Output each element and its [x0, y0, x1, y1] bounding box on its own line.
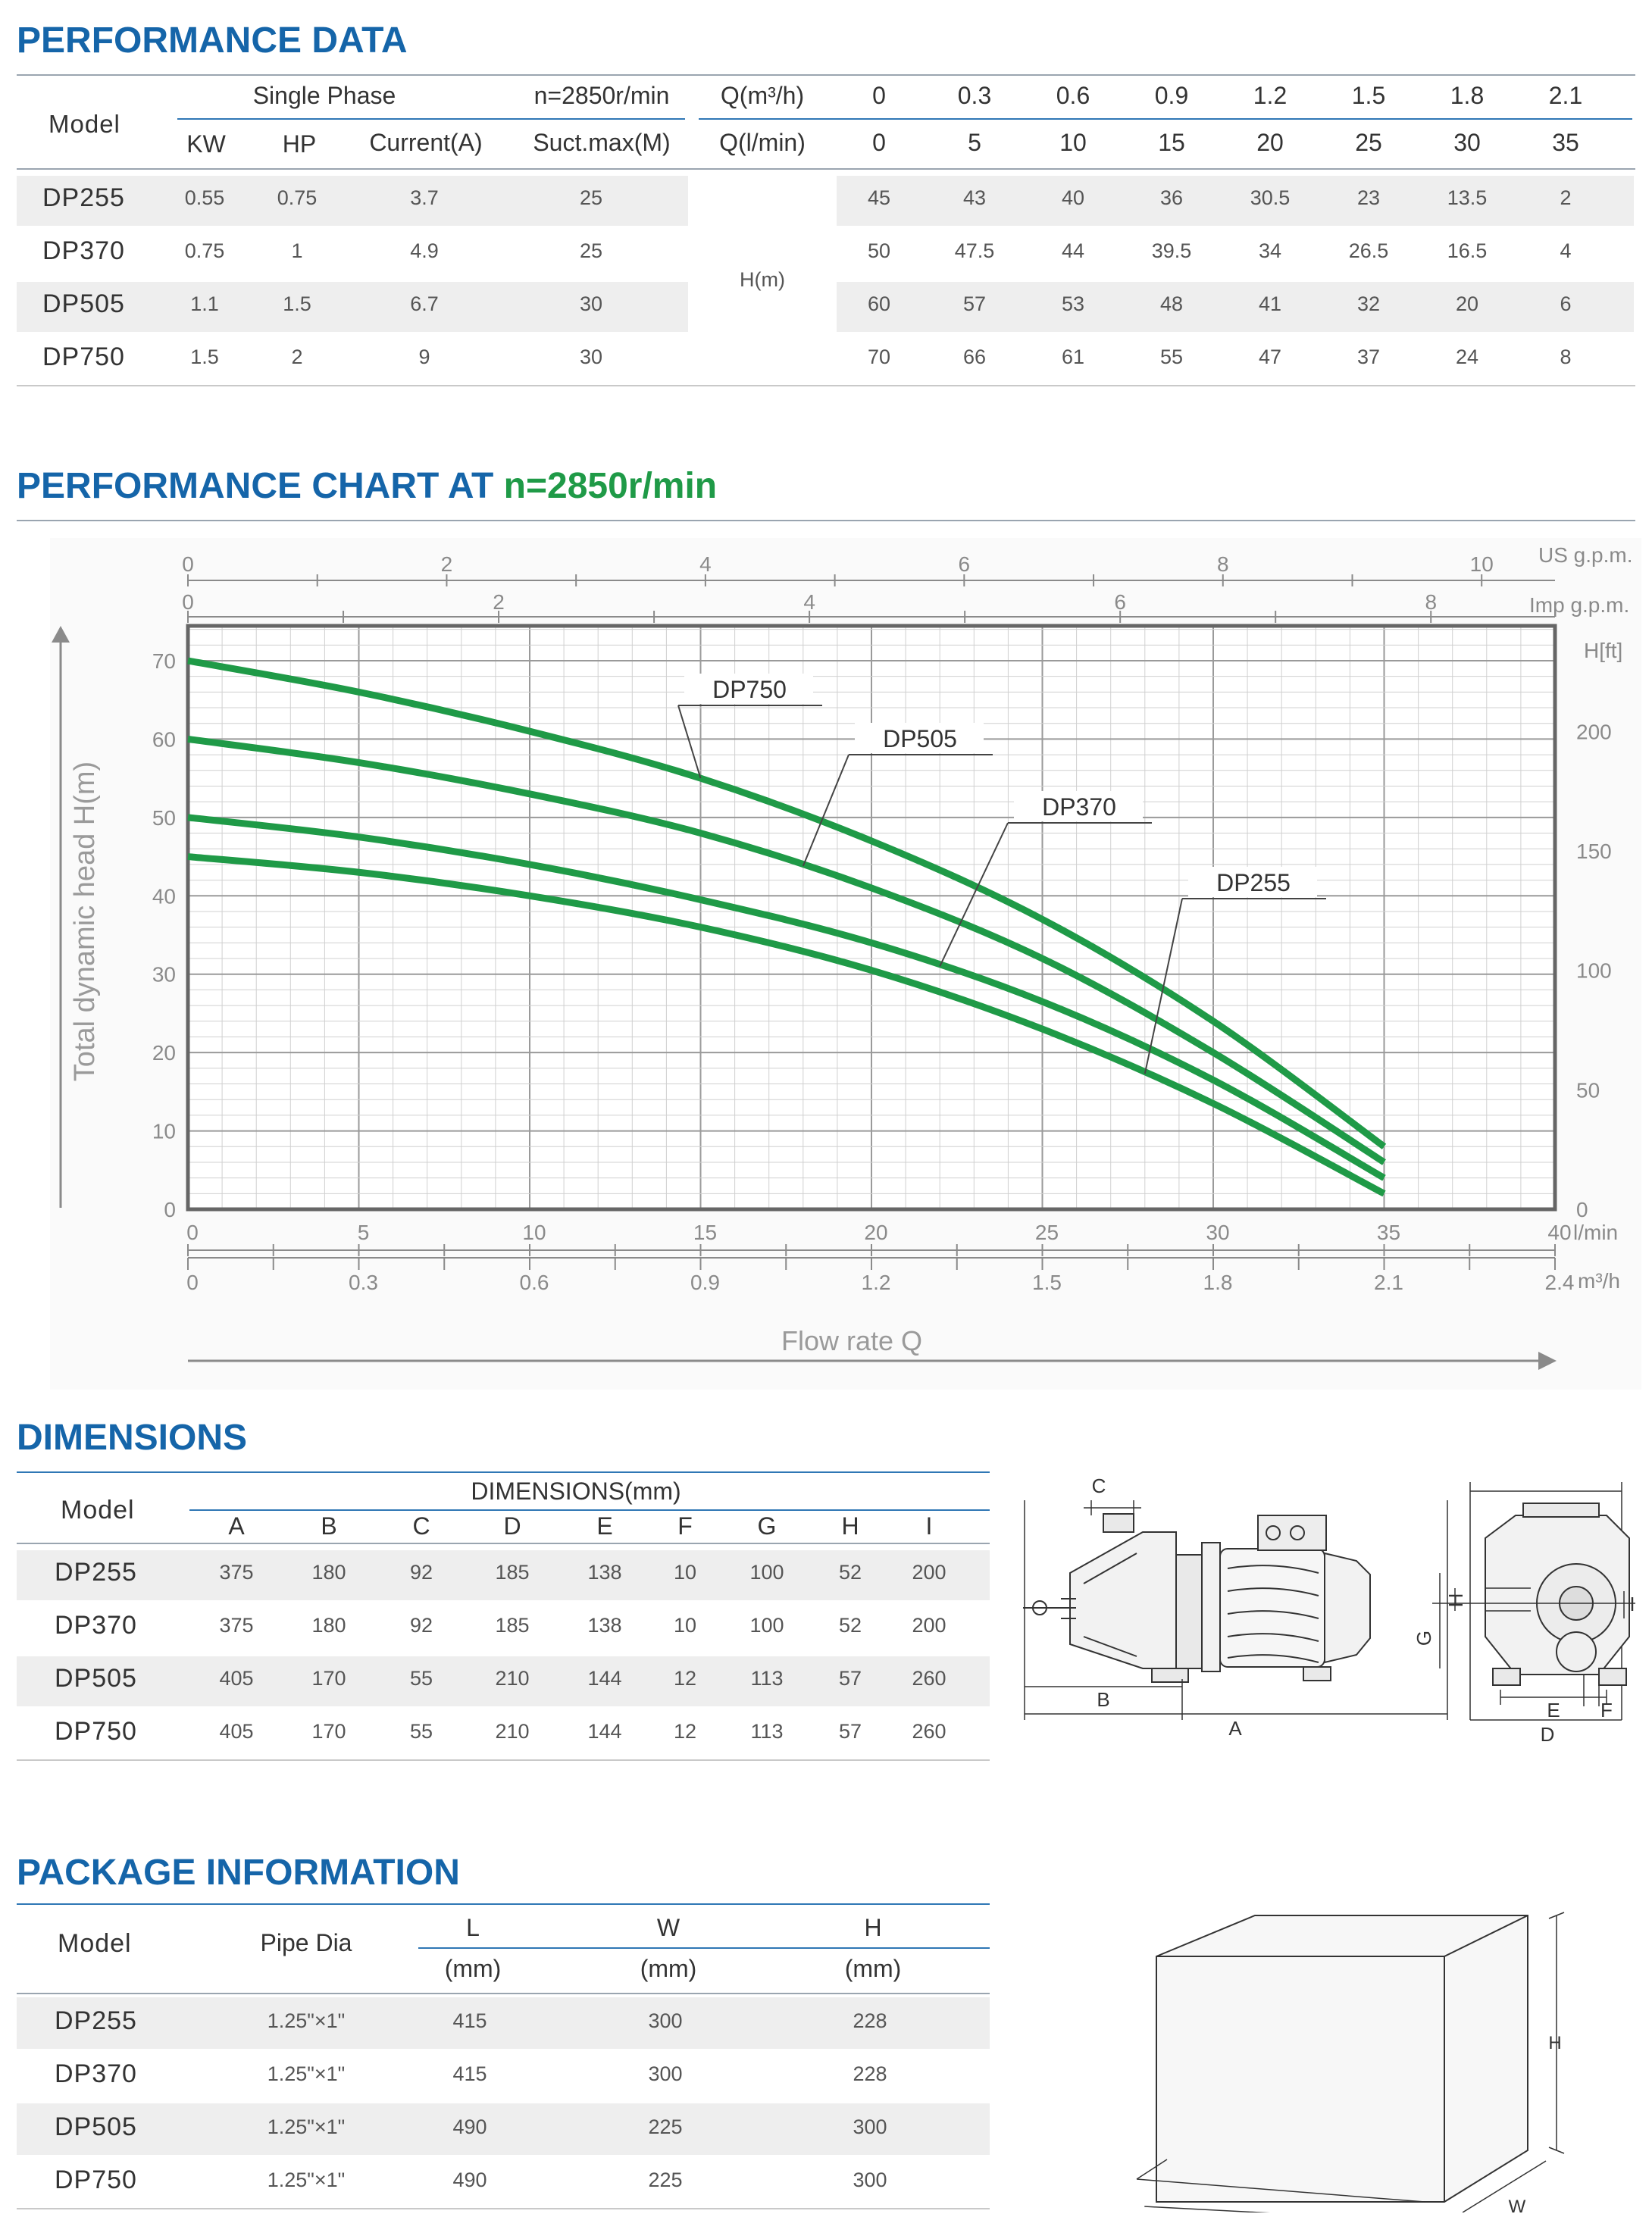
dim-label-h: H — [1444, 1593, 1467, 1608]
dim-cell: 200 — [912, 1614, 946, 1637]
y-ft-tick-label: 100 — [1576, 958, 1612, 983]
y-tick-label: 70 — [152, 649, 176, 673]
dim-cell: 113 — [750, 1667, 784, 1690]
divider — [177, 118, 527, 120]
y-tick-label: 40 — [152, 884, 176, 908]
head-cell: 55 — [1159, 346, 1184, 368]
row-band — [837, 176, 1634, 226]
q-lmin-header: Q(l/min) — [719, 129, 806, 156]
head-cell: 41 — [1258, 292, 1282, 315]
l-cell: 490 — [452, 2169, 487, 2191]
dim-cell: 405 — [219, 1667, 254, 1690]
dim-cell: 210 — [495, 1667, 530, 1690]
x-tick-label: 10 — [522, 1221, 546, 1244]
h-header: H — [864, 1914, 882, 1941]
series-label: DP370 — [1042, 793, 1116, 821]
l-cell: 415 — [452, 2062, 487, 2085]
pump-casing — [1070, 1532, 1176, 1668]
chart-title-speed: n=2850r/min — [503, 466, 718, 506]
model-cell: DP505 — [42, 289, 125, 318]
dim-cell: 138 — [587, 1614, 622, 1637]
performance-chart-title — [17, 465, 717, 507]
head-cell: 36 — [1159, 186, 1184, 209]
terminal-box — [1258, 1515, 1326, 1550]
head-cell: 24 — [1455, 346, 1479, 368]
series-label: DP505 — [883, 725, 957, 752]
head-cell: 2 — [1560, 186, 1572, 209]
suct-cell: 25 — [579, 239, 603, 262]
x-axis-title: Flow rate Q — [781, 1325, 923, 1356]
dim-label-a: A — [1228, 1717, 1242, 1740]
head-cell: 13.5 — [1447, 186, 1488, 209]
y-axis-title: Total dynamic head H(m) — [69, 761, 101, 1082]
dim-cell: 375 — [219, 1561, 254, 1584]
x-tick-label: 25 — [1034, 1221, 1059, 1244]
hp-cell: 0.75 — [277, 186, 318, 209]
pipe-cell: 1.25"×1" — [267, 2009, 346, 2032]
q-m3h-value: 0 — [872, 82, 886, 109]
package-box-drawing — [1122, 1849, 1607, 2212]
y-ft-tick-label: 150 — [1576, 840, 1612, 864]
q-lmin-value: 15 — [1158, 129, 1185, 156]
us-gpm-label: 2 — [440, 552, 453, 576]
dim-cell: 260 — [912, 1667, 946, 1690]
current-header: Current(A) — [369, 129, 483, 156]
model-cell: DP750 — [55, 2166, 137, 2194]
model-cell: DP255 — [55, 1558, 137, 1587]
dim-label-f: F — [1600, 1699, 1613, 1721]
dim-label-b: B — [1097, 1688, 1110, 1711]
y-tick-label: 10 — [152, 1119, 176, 1143]
q-lmin-value: 10 — [1059, 129, 1087, 156]
y-ft-tick-label: 200 — [1576, 720, 1612, 744]
imp-gpm-label: 0 — [182, 590, 194, 614]
pipe-header: Pipe Dia — [260, 1929, 352, 1956]
dim-label-e: E — [1547, 1699, 1560, 1721]
divider — [189, 1509, 990, 1511]
w-cell: 300 — [648, 2062, 683, 2085]
model-cell: DP255 — [55, 2006, 137, 2035]
dim-cell: 52 — [838, 1561, 862, 1584]
head-cell: 8 — [1560, 346, 1572, 368]
model-cell: DP370 — [55, 1611, 137, 1640]
l-unit: (mm) — [444, 1955, 502, 1982]
divider — [17, 1903, 990, 1905]
dim-cell: 180 — [311, 1614, 346, 1637]
x-tick-label: 15 — [693, 1221, 718, 1244]
dim-cell: 100 — [749, 1561, 784, 1584]
hp-header: HP — [282, 130, 317, 158]
head-cell: 16.5 — [1447, 239, 1488, 262]
x-tick-label: 20 — [864, 1221, 888, 1244]
hp-cell: 2 — [291, 346, 303, 368]
dim-cell: 57 — [838, 1667, 862, 1690]
head-cell: 34 — [1258, 239, 1282, 262]
suct-cell: 30 — [579, 346, 603, 368]
kw-cell: 0.55 — [184, 186, 225, 209]
dim-cell: 185 — [495, 1561, 530, 1584]
dim-col-header: B — [321, 1512, 337, 1540]
dim-cell: 405 — [219, 1720, 254, 1743]
performance-chart — [0, 530, 1652, 1394]
x-tick-label: 5 — [357, 1221, 370, 1244]
dim-cell: 375 — [219, 1614, 254, 1637]
imp-gpm-label: 4 — [803, 590, 815, 614]
hp-cell: 1 — [291, 239, 303, 262]
head-cell: 37 — [1356, 346, 1381, 368]
us-gpm-label: 0 — [182, 552, 194, 576]
w-cell: 300 — [648, 2009, 683, 2032]
suct-cell: 25 — [579, 186, 603, 209]
model-cell: DP370 — [55, 2059, 137, 2088]
dim-cell: 180 — [311, 1561, 346, 1584]
performance-data-title: PERFORMANCE DATA — [17, 20, 408, 61]
dim-cell: 138 — [587, 1561, 622, 1584]
divider — [418, 1947, 990, 1949]
divider — [17, 1759, 990, 1761]
q-lmin-value: 25 — [1355, 129, 1382, 156]
q-lmin-value: 0 — [872, 129, 886, 156]
x-m3h-tick-label: 0.3 — [349, 1271, 378, 1294]
dim-col-header: D — [503, 1512, 521, 1540]
model-cell: DP750 — [55, 1717, 137, 1746]
chart-title-main: PERFORMANCE CHART AT — [17, 466, 494, 506]
box-body — [1156, 1915, 1528, 2202]
q-m3h-value: 0.6 — [1056, 82, 1090, 109]
pipe-cell: 1.25"×1" — [267, 2169, 346, 2191]
divider — [17, 1993, 990, 1994]
head-cell: 48 — [1159, 292, 1184, 315]
dim-cell: 10 — [673, 1561, 697, 1584]
y-tick-label: 60 — [152, 727, 176, 752]
head-cell: 53 — [1061, 292, 1085, 315]
dim-cell: 55 — [409, 1720, 433, 1743]
row-band — [17, 1997, 990, 2049]
kw-header: KW — [186, 130, 226, 158]
dim-cell: 57 — [838, 1720, 862, 1743]
dim-col-header: E — [596, 1512, 613, 1540]
y-ft-tick-label: 0 — [1576, 1198, 1588, 1221]
dimensions-group-header: DIMENSIONS(mm) — [471, 1478, 681, 1505]
x-m3h-tick-label: 2.1 — [1374, 1271, 1403, 1294]
x-tick-label: 40 — [1547, 1221, 1572, 1244]
divider — [17, 2208, 990, 2209]
head-cell: 66 — [962, 346, 987, 368]
box-label-w: W — [1508, 2197, 1526, 2212]
head-cell: 61 — [1061, 346, 1085, 368]
dim-label-d: D — [1540, 1723, 1555, 1746]
q-lmin-value: 30 — [1453, 129, 1481, 156]
head-cell: 30.5 — [1250, 186, 1291, 209]
imp-gpm-label: 2 — [493, 590, 505, 614]
head-cell: 70 — [867, 346, 891, 368]
us-gpm-label: 6 — [958, 552, 971, 576]
dimensions-title: DIMENSIONS — [17, 1418, 248, 1458]
hm-label: H(m) — [740, 268, 785, 291]
dim-cell: 144 — [587, 1720, 622, 1743]
divider — [17, 74, 1635, 76]
w-cell: 225 — [648, 2169, 683, 2191]
x-unit-m3h: m³/h — [1578, 1269, 1620, 1293]
head-cell: 44 — [1061, 239, 1085, 262]
h-cell: 300 — [853, 2169, 887, 2191]
dim-col-header: I — [925, 1512, 933, 1540]
package-title: PACKAGE INFORMATION — [17, 1853, 460, 1893]
y-ft-unit: H[ft] — [1584, 639, 1623, 662]
head-cell: 23 — [1356, 186, 1381, 209]
dim-cell: 170 — [311, 1667, 346, 1690]
divider — [17, 168, 1635, 170]
divider — [17, 1471, 990, 1473]
model-header: Model — [48, 110, 120, 138]
model-header: Model — [58, 1929, 132, 1958]
h-cell: 228 — [853, 2009, 887, 2032]
dim-label-c: C — [1091, 1474, 1106, 1497]
us-gpm-label: 4 — [699, 552, 712, 576]
w-cell: 225 — [648, 2115, 683, 2138]
head-cell: 57 — [962, 292, 987, 315]
model-cell: DP255 — [42, 183, 125, 212]
suct-header: Suct.max(M) — [533, 129, 671, 156]
x-tick-label: 0 — [186, 1221, 199, 1244]
dim-cell: 113 — [750, 1720, 784, 1743]
model-header: Model — [61, 1496, 135, 1524]
dim-col-header: G — [757, 1512, 777, 1540]
h-unit: (mm) — [844, 1955, 902, 1982]
head-cell: 20 — [1455, 292, 1479, 315]
y-tick-label: 0 — [164, 1198, 176, 1221]
model-cell: DP370 — [42, 236, 125, 265]
dim-col-header: F — [677, 1512, 693, 1540]
x-m3h-tick-label: 0.6 — [519, 1271, 549, 1294]
dim-cell: 92 — [409, 1614, 433, 1637]
us-gpm-label: 8 — [1216, 552, 1229, 576]
h-cell: 300 — [853, 2115, 887, 2138]
imp-gpm-label: 6 — [1114, 590, 1126, 614]
x-m3h-tick-label: 1.8 — [1203, 1271, 1233, 1294]
y-ft-tick-label: 50 — [1576, 1078, 1600, 1102]
head-cell: 6 — [1560, 292, 1572, 315]
x-unit-lmin: l/min — [1573, 1221, 1619, 1244]
suct-cell: 30 — [579, 292, 603, 315]
head-cell: 39.5 — [1151, 239, 1192, 262]
y-tick-label: 50 — [152, 805, 176, 830]
x-m3h-tick-label: 0.9 — [690, 1271, 720, 1294]
dim-cell: 210 — [495, 1720, 530, 1743]
head-cell: 26.5 — [1348, 239, 1389, 262]
box-label-h: H — [1548, 2033, 1562, 2053]
y-tick-label: 20 — [152, 1041, 176, 1065]
head-cell: 43 — [962, 186, 987, 209]
l-cell: 490 — [452, 2115, 487, 2138]
dim-label-i: I — [1629, 1593, 1635, 1615]
q-m3h-value: 1.2 — [1253, 82, 1287, 109]
head-cell: 47 — [1258, 346, 1282, 368]
l-header: L — [466, 1914, 480, 1941]
q-lmin-value: 5 — [968, 129, 981, 156]
current-cell: 3.7 — [410, 186, 439, 209]
dim-cell: 12 — [673, 1667, 697, 1690]
single-phase-header: Single Phase — [252, 82, 396, 109]
x-m3h-tick-label: 2.4 — [1544, 1271, 1575, 1294]
dim-cell: 55 — [409, 1667, 433, 1690]
q-m3h-header: Q(m³/h) — [720, 82, 805, 109]
us-gpm-label: 10 — [1469, 552, 1494, 576]
head-cell: 47.5 — [954, 239, 995, 262]
dim-cell: 12 — [673, 1720, 697, 1743]
q-m3h-value: 0.9 — [1154, 82, 1189, 109]
w-unit: (mm) — [640, 1955, 697, 1982]
dim-cell: 200 — [912, 1561, 946, 1584]
divider — [17, 1543, 990, 1544]
divider — [17, 385, 1635, 386]
dim-col-header: C — [412, 1512, 430, 1540]
current-cell: 9 — [418, 346, 430, 368]
dim-cell: 92 — [409, 1561, 433, 1584]
q-m3h-value: 0.3 — [957, 82, 992, 109]
dim-cell: 52 — [838, 1614, 862, 1637]
kw-cell: 0.75 — [184, 239, 225, 262]
dim-cell: 144 — [587, 1667, 622, 1690]
dim-cell: 100 — [749, 1614, 784, 1637]
dim-cell: 185 — [495, 1614, 530, 1637]
imp-gpm-unit: Imp g.p.m. — [1529, 593, 1630, 617]
row-band — [17, 2103, 990, 2155]
imp-gpm-label: 8 — [1425, 590, 1438, 614]
x-m3h-tick-label: 1.2 — [861, 1271, 891, 1294]
pipe-cell: 1.25"×1" — [267, 2062, 346, 2085]
row-band — [837, 282, 1634, 332]
series-label: DP255 — [1216, 869, 1291, 896]
dim-col-header: H — [841, 1512, 859, 1540]
head-cell: 45 — [867, 186, 891, 209]
q-m3h-value: 1.8 — [1450, 82, 1485, 109]
head-cell: 60 — [867, 292, 891, 315]
w-header: W — [656, 1914, 681, 1941]
head-cell: 50 — [867, 239, 891, 262]
current-cell: 6.7 — [410, 292, 439, 315]
q-m3h-value: 2.1 — [1548, 82, 1583, 109]
dim-cell: 10 — [673, 1614, 697, 1637]
pump-dimension-drawing — [1000, 1470, 1637, 1758]
current-cell: 4.9 — [410, 239, 439, 262]
dim-label-g: G — [1413, 1630, 1435, 1646]
x-m3h-tick-label: 1.5 — [1032, 1271, 1062, 1294]
dim-col-header: A — [228, 1512, 245, 1540]
model-cell: DP750 — [42, 342, 125, 371]
divider — [699, 118, 1632, 120]
q-lmin-value: 20 — [1256, 129, 1284, 156]
model-cell: DP505 — [55, 2112, 137, 2141]
speed-header: n=2850r/min — [533, 82, 670, 109]
us-gpm-unit: US g.p.m. — [1538, 543, 1633, 567]
hp-cell: 1.5 — [283, 292, 311, 315]
head-cell: 4 — [1560, 239, 1572, 262]
x-tick-label: 35 — [1376, 1221, 1401, 1244]
pipe-cell: 1.25"×1" — [267, 2115, 346, 2138]
dim-cell: 170 — [311, 1720, 346, 1743]
model-cell: DP505 — [55, 1664, 137, 1693]
head-cell: 32 — [1356, 292, 1381, 315]
divider — [17, 520, 1635, 521]
x-m3h-tick-label: 0 — [186, 1271, 199, 1294]
kw-cell: 1.1 — [190, 292, 219, 315]
q-lmin-value: 35 — [1552, 129, 1579, 156]
h-cell: 228 — [853, 2062, 887, 2085]
dim-cell: 260 — [912, 1720, 946, 1743]
x-tick-label: 30 — [1206, 1221, 1230, 1244]
kw-cell: 1.5 — [190, 346, 219, 368]
head-cell: 40 — [1061, 186, 1085, 209]
q-m3h-value: 1.5 — [1351, 82, 1386, 109]
series-label: DP750 — [712, 676, 787, 703]
y-tick-label: 30 — [152, 962, 176, 987]
divider — [526, 118, 685, 120]
l-cell: 415 — [452, 2009, 487, 2032]
